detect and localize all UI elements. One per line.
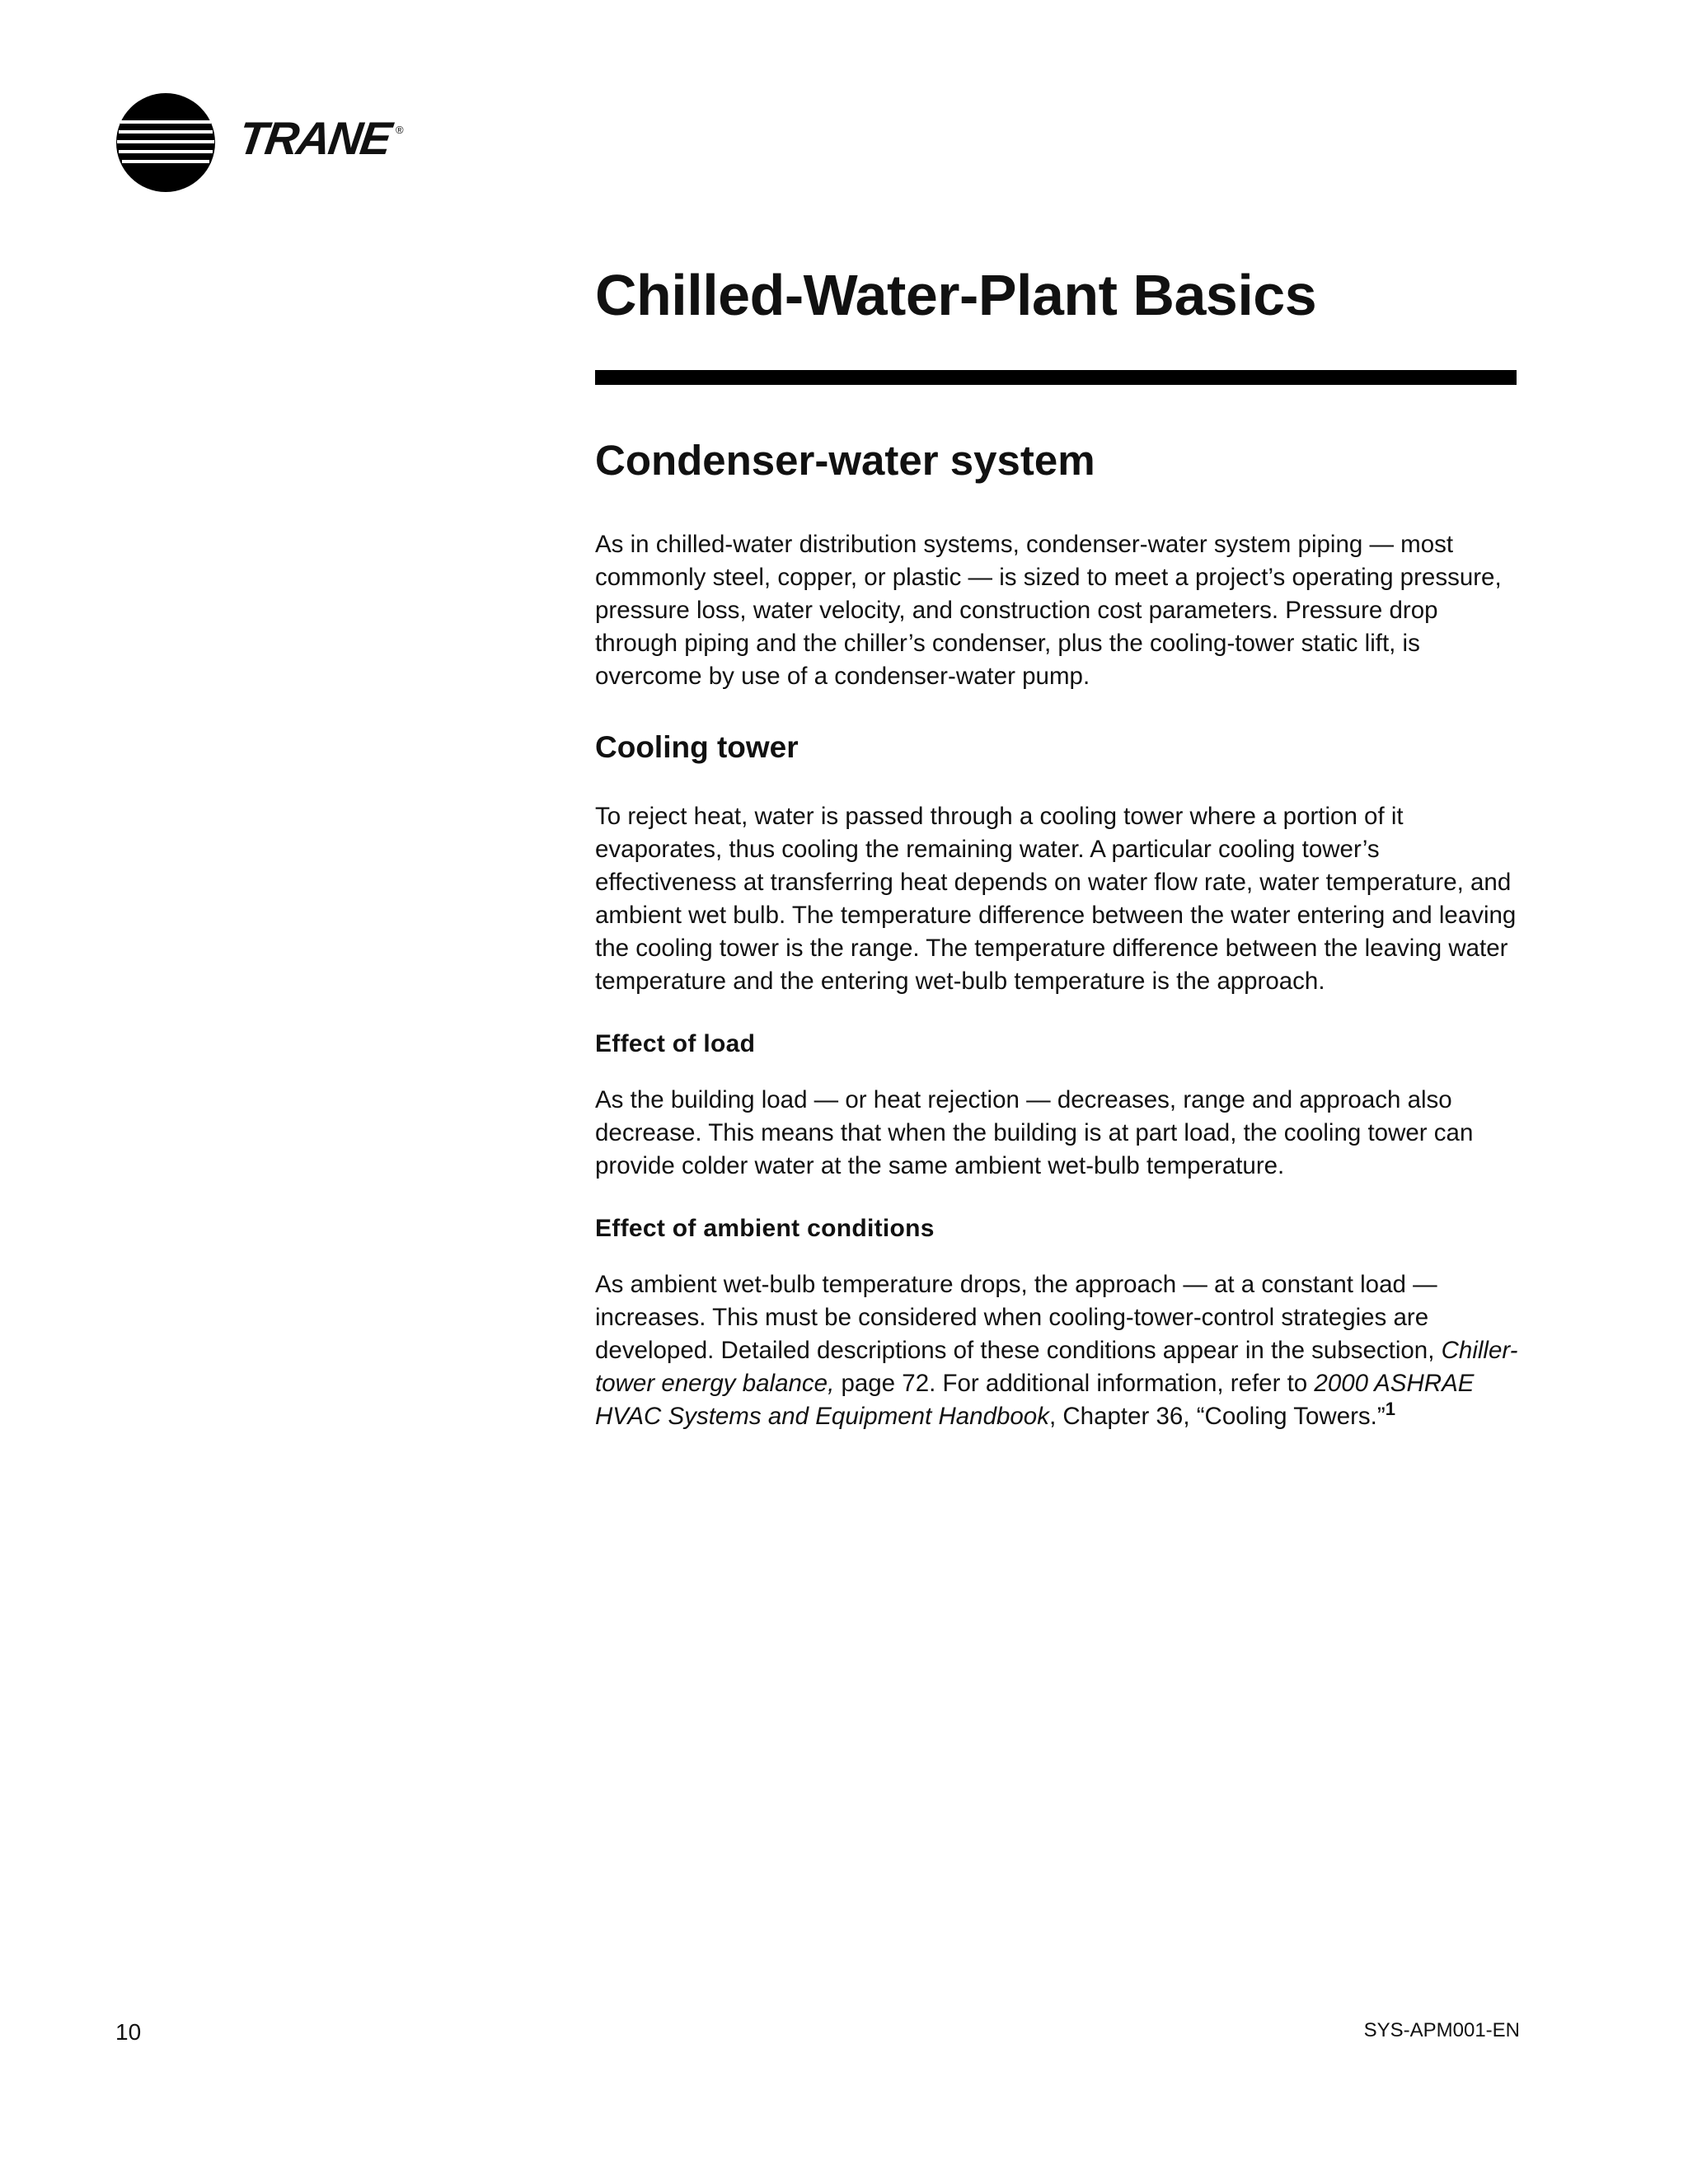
- ashrae-handbook-reference: 2000 ASHRAE HVAC Systems and Equipment Handbook: [595, 1370, 1475, 1431]
- cooling-tower-heading: Cooling tower: [595, 730, 799, 765]
- effect-of-ambient-heading: Effect of ambient conditions: [595, 1215, 935, 1243]
- chapter-title: Chilled-Water-Plant Basics: [595, 263, 1317, 327]
- registered-mark: ®: [396, 124, 404, 136]
- trane-wordmark: TRANE: [235, 112, 394, 164]
- ambient-text-3: , Chapter 36, “Cooling Towers.”: [1048, 1403, 1386, 1431]
- ambient-text-1: As ambient wet-bulb temperature drops, the approach — at a constant load — increases. This must be considered when cooling-tower-control strategies are developed. Detailed descriptions of these conditions appear in the subsection,: [595, 1271, 1442, 1365]
- cooling-tower-paragraph: To reject heat, water is passed through a cooling tower where a portion of it evaporates, thus cooling the remaining water. A particular cooling tower’s effectiveness at transferring heat depends on water flow rate, water temperature, and ambient wet bulb. The temperature difference between the water entering and leaving the cooling tower is the range. The temperature difference between the leaving water temperature and the entering wet-bulb temperature is the approach.: [595, 803, 1517, 996]
- chiller-tower-reference: Chiller-tower energy balance,: [595, 1337, 1518, 1398]
- page-number: 10: [115, 2019, 142, 2045]
- effect-of-load-heading: Effect of load: [595, 1030, 756, 1058]
- footnote-marker: 1: [1385, 1399, 1395, 1420]
- effect-of-load-paragraph: As the building load — or heat rejection — decreases, range and approach also decrease. This means that when the building is at part load, the cooling tower can provide colder water at the same ambient wet-bulb temperature.: [595, 1086, 1474, 1180]
- main-content: [595, 264, 1518, 1433]
- section-intro-paragraph: As in chilled-water distribution systems, condenser-water system piping — most commonly steel, copper, or plastic — is sized to meet a project’s operating pressure, pressure loss, water velocity, and construction cost parameters. Pressure drop through piping and the chiller’s condenser, plus the cooling-tower static lift, is overcome by use of a condenser-water pump.: [595, 531, 1502, 691]
- title-rule: [595, 370, 1517, 385]
- document-code: SYS-APM001-EN: [1363, 2019, 1520, 2041]
- trane-globe-icon: [115, 92, 216, 193]
- section-title: Condenser-water system: [595, 437, 1095, 484]
- trane-logo: [115, 92, 429, 198]
- ambient-text-2: page 72. For additional information, refer to: [834, 1370, 1315, 1398]
- effect-of-ambient-paragraph: [595, 1268, 1518, 1433]
